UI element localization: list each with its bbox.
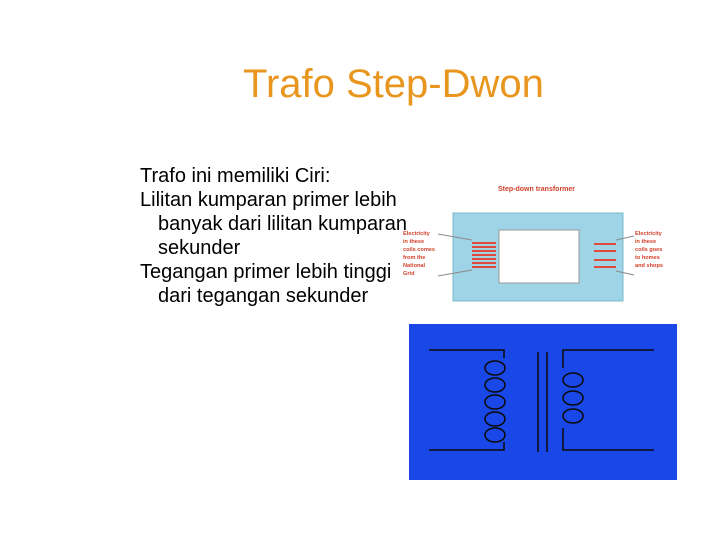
secondary-label: Electricity in these coils goes to homes and shops <box>635 231 663 269</box>
content-text <box>140 164 410 308</box>
transformer-symbol <box>409 324 677 480</box>
primary-label: Electricity in these coils comes from the National Grid <box>403 231 436 277</box>
diagram-title: Step-down transformer <box>498 186 576 193</box>
transformer-schematic <box>409 324 677 480</box>
primary-coil <box>472 243 496 267</box>
paragraph-voltage: Tegangan primer lebih tinggi dari tegangan sekunder <box>140 261 392 307</box>
paragraph-intro: Trafo ini memiliki Ciri: <box>140 165 331 187</box>
step-down-transformer-diagram <box>398 178 678 308</box>
paragraph-coil-ratio: Lilitan kumparan primer lebih banyak dari lilitan kumparan sekunder <box>140 189 408 259</box>
slide-title: Trafo Step-Dwon <box>243 62 544 106</box>
